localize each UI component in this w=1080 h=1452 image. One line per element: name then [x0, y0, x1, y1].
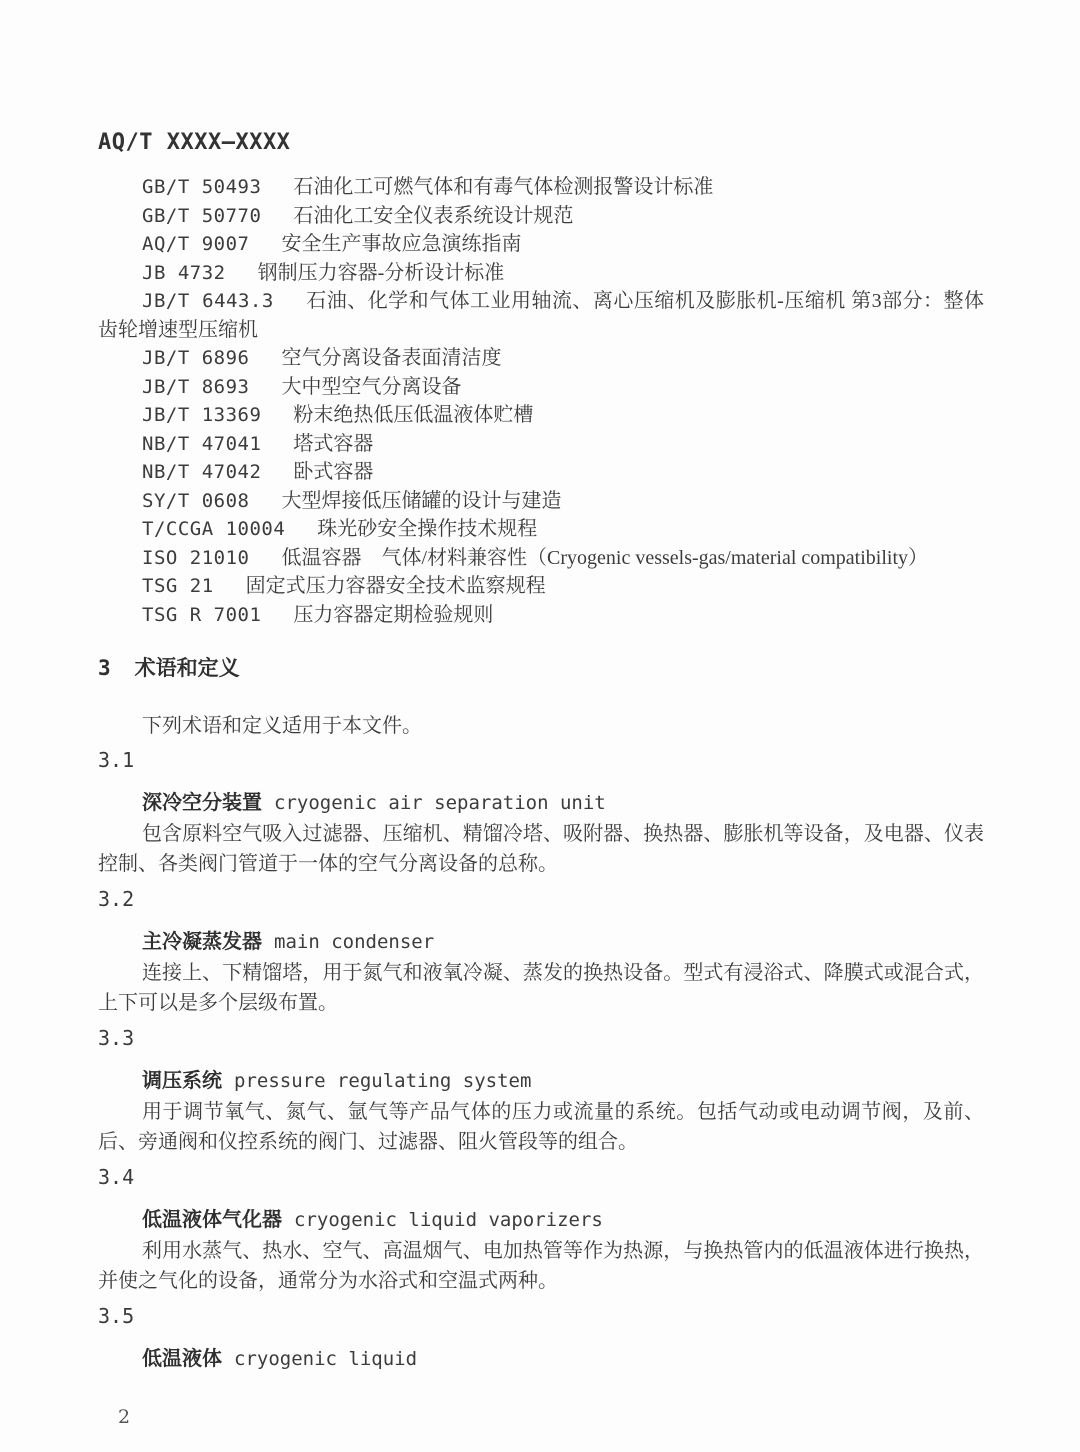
- reference-title: 压力容器定期检验规则: [293, 603, 494, 626]
- reference-title: 低温容器 气体/材料兼容性（Cryogenic vessels-gas/material compatibility）: [281, 546, 929, 569]
- term-chinese: 深冷空分装置: [142, 790, 262, 814]
- reference-code: JB/T 8693: [142, 375, 250, 398]
- clause-number: 3.1: [98, 748, 135, 772]
- reference-title: 石油化工安全仪表系统设计规范: [293, 204, 574, 227]
- reference-code: T/CCGA 10004: [142, 518, 286, 540]
- reference-title: 粉末绝热低压低温液体贮槽: [293, 404, 534, 426]
- reference-code: GB/T 50770: [142, 204, 262, 227]
- reference-item: [98, 401, 984, 430]
- reference-item: [98, 173, 984, 202]
- reference-title: 安全生产事故应急演练指南: [281, 233, 522, 255]
- reference-title: 珠光砂安全操作技术规程: [317, 518, 538, 540]
- reference-code: NB/T 47041: [142, 432, 262, 455]
- term-definition: 包含原料空气吸入过滤器、压缩机、精馏冷塔、吸附器、换热器、膨胀机等设备，及电器、仪表控制、各类阀门管道于一体的空气分离设备的总称。: [98, 823, 984, 875]
- section-title: 术语和定义: [134, 656, 240, 680]
- reference-code: JB/T 13369: [142, 404, 262, 426]
- reference-code: JB 4732: [142, 261, 226, 284]
- clause-number: 3.4: [98, 1165, 135, 1189]
- reference-title: 石油化工可燃气体和有毒气体检测报警设计标准: [293, 176, 714, 198]
- reference-code: TSG 21: [142, 575, 214, 597]
- reference-item: [98, 287, 984, 344]
- section-number: 3: [98, 656, 111, 680]
- term-block: [98, 1302, 984, 1373]
- term-line: [98, 788, 984, 817]
- reference-code: GB/T 50493: [142, 176, 262, 198]
- clause-number: 3.2: [98, 887, 135, 911]
- term-block: [98, 885, 984, 1018]
- section-intro-text: 下列术语和定义适用于本文件。: [142, 715, 422, 737]
- reference-item: [98, 259, 984, 288]
- reference-code: JB/T 6443.3: [142, 290, 274, 312]
- term-chinese: 主冷凝蒸发器: [142, 929, 262, 953]
- reference-item: [98, 458, 984, 487]
- term-block: [98, 1024, 984, 1157]
- reference-item: [98, 344, 984, 373]
- reference-item: [98, 601, 984, 630]
- term-definition: 用于调节氧气、氮气、氩气等产品气体的压力或流量的系统。包括气动或电动调节阀，及前、后、旁通阀和仪控系统的阀门、过滤器、阻火管段等的组合。: [98, 1101, 984, 1153]
- term-definition: 利用水蒸气、热水、空气、高温烟气、电加热管等作为热源，与换热管内的低温液体进行换热，并使之气化的设备，通常分为水浴式和空温式两种。: [98, 1240, 984, 1292]
- reference-title: 钢制压力容器-分析设计标准: [257, 261, 505, 284]
- reference-item: [98, 430, 984, 459]
- reference-item: [98, 202, 984, 231]
- reference-title: 卧式容器: [293, 461, 374, 483]
- reference-item: [98, 515, 984, 544]
- term-english: pressure regulating system: [234, 1070, 532, 1092]
- term-chinese: 低温液体: [142, 1346, 222, 1370]
- reference-title: 空气分离设备表面清洁度: [281, 347, 502, 369]
- reference-code: JB/T 6896: [142, 347, 250, 369]
- term-english: cryogenic liquid vaporizers: [294, 1209, 603, 1231]
- reference-title: 大型焊接低压储罐的设计与建造: [281, 489, 562, 512]
- term-chinese: 调压系统: [142, 1068, 222, 1092]
- term-line: [98, 1066, 984, 1095]
- reference-title: 塔式容器: [293, 432, 374, 455]
- term-english: cryogenic air separation unit: [274, 792, 606, 814]
- document-code-header: AQ/T XXXX—XXXX: [98, 130, 291, 155]
- term-definition: 连接上、下精馏塔，用于氮气和液氧冷凝、蒸发的换热设备。型式有浸浴式、降膜式或混合式，上下可以是多个层级布置。: [98, 962, 984, 1014]
- term-line: [98, 927, 984, 956]
- reference-code: TSG R 7001: [142, 603, 262, 626]
- reference-item: [98, 572, 984, 601]
- reference-title: 大中型空气分离设备: [281, 375, 462, 398]
- clause-number: 3.3: [98, 1026, 135, 1050]
- normative-references-list: [98, 173, 984, 629]
- term-block: [98, 1163, 984, 1296]
- reference-item: [98, 487, 984, 516]
- term-block: [98, 746, 984, 879]
- reference-title: 固定式压力容器安全技术监察规程: [245, 575, 546, 597]
- term-chinese: 低温液体气化器: [142, 1207, 282, 1231]
- reference-item: [98, 544, 984, 573]
- reference-item: [98, 230, 984, 259]
- reference-code: NB/T 47042: [142, 461, 262, 483]
- term-english: cryogenic liquid: [234, 1348, 418, 1370]
- reference-title: 石油、化学和气体工业用轴流、离心压缩机及膨胀机-压缩机 第3部分：整体齿轮增速型压缩机: [98, 290, 984, 341]
- reference-code: SY/T 0608: [142, 489, 250, 512]
- reference-code: ISO 21010: [142, 546, 250, 569]
- term-english: main condenser: [274, 931, 435, 953]
- section-heading-terms-and-definitions: [98, 654, 984, 682]
- reference-code: AQ/T 9007: [142, 233, 250, 255]
- term-line: [98, 1344, 984, 1373]
- term-line: [98, 1205, 984, 1234]
- clause-number: 3.5: [98, 1304, 135, 1328]
- page-number: 2: [118, 1406, 131, 1428]
- reference-item: [98, 373, 984, 402]
